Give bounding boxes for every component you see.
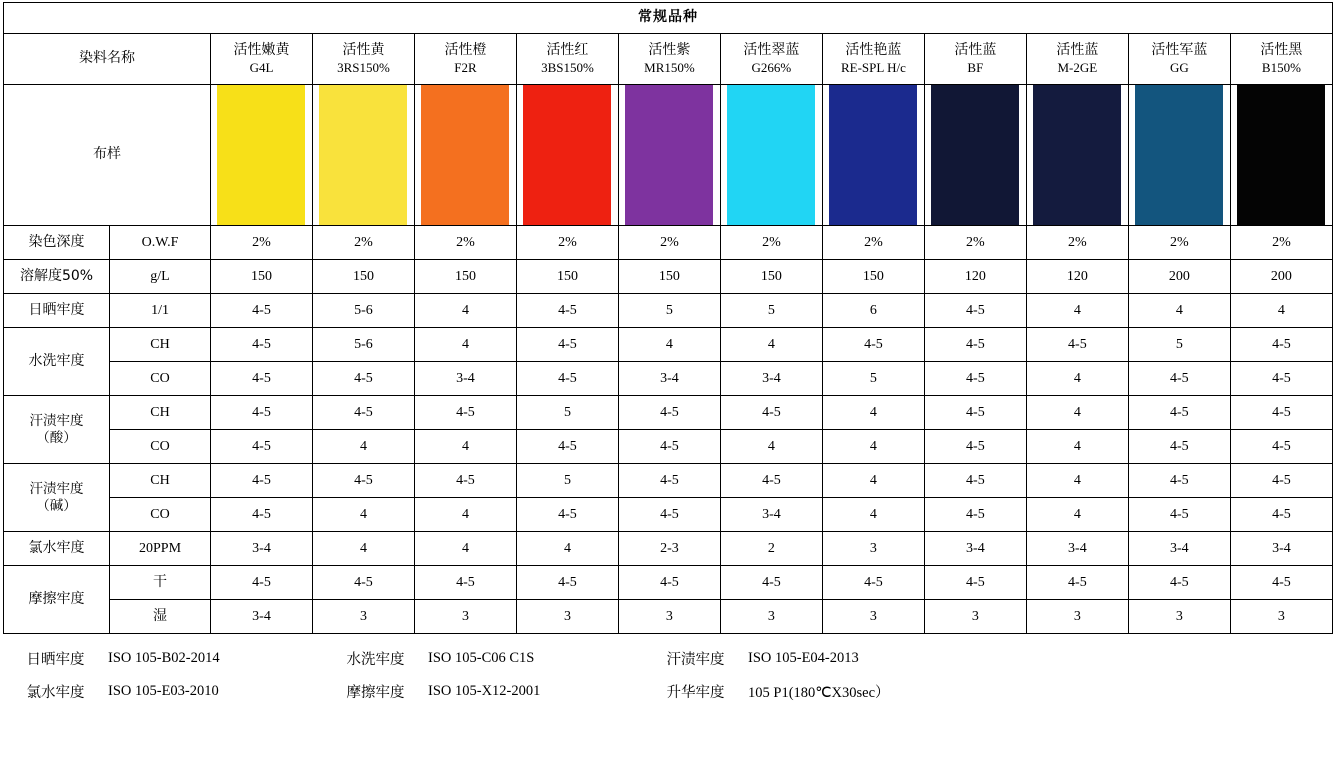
dye-header-8 (1026, 34, 1128, 85)
color-swatch-10 (1237, 85, 1325, 225)
cell-r8-c7: 4-5 (924, 498, 1026, 532)
cell-r11-c5: 3 (720, 600, 822, 634)
cell-r0-c2: 2% (414, 226, 516, 260)
cell-r1-c10: 200 (1230, 260, 1332, 294)
swatch-cell-9 (1128, 85, 1230, 226)
title-row (4, 3, 1333, 34)
dye-code-6: RE-SPL H/c (840, 60, 906, 76)
cell-r8-c4: 4-5 (618, 498, 720, 532)
cell-r7-c5: 4-5 (720, 464, 822, 498)
footnote-value-1-1: ISO 105-X12-2001 (428, 683, 541, 699)
dye-header-9 (1128, 34, 1230, 85)
cell-r5-c5: 4-5 (720, 396, 822, 430)
row-sublabel: CO (110, 498, 211, 532)
cell-r0-c10: 2% (1230, 226, 1332, 260)
cell-r5-c7: 4-5 (924, 396, 1026, 430)
cell-r3-c6: 4-5 (822, 328, 924, 362)
dye-name-10: 活性黑 (1260, 41, 1303, 58)
cell-r5-c8: 4 (1026, 396, 1128, 430)
dye-code-4: MR150% (644, 60, 695, 76)
cell-r2-c10: 4 (1230, 294, 1332, 328)
page-title: 常规品种 (4, 3, 1333, 34)
row-sublabel: 湿 (110, 600, 211, 634)
dye-code-8: M-2GE (1057, 60, 1098, 76)
cell-r7-c6: 4 (822, 464, 924, 498)
footnote-value-1-0: ISO 105-E03-2010 (108, 683, 219, 699)
color-swatch-5 (727, 85, 815, 225)
color-swatch-0 (217, 85, 305, 225)
cell-r7-c4: 4-5 (618, 464, 720, 498)
cell-r11-c2: 3 (414, 600, 516, 634)
cell-r2-c9: 4 (1128, 294, 1230, 328)
row-sublabel: CH (110, 396, 211, 430)
cell-r0-c3: 2% (516, 226, 618, 260)
dye-name-header: 染料名称 (4, 34, 211, 85)
row-label: 汗渍牢度 （酸） (4, 396, 110, 464)
cell-r9-c10: 3-4 (1230, 532, 1332, 566)
cell-r9-c4: 2-3 (618, 532, 720, 566)
cell-r4-c8: 4 (1026, 362, 1128, 396)
dye-code-7: BF (967, 60, 984, 76)
swatch-cell-5 (720, 85, 822, 226)
cell-r4-c1: 4-5 (312, 362, 414, 396)
cell-r8-c0: 4-5 (211, 498, 313, 532)
cell-r11-c10: 3 (1230, 600, 1332, 634)
cell-r4-c2: 3-4 (414, 362, 516, 396)
cell-r4-c9: 4-5 (1128, 362, 1230, 396)
cell-r4-c6: 5 (822, 362, 924, 396)
cell-r6-c2: 4 (414, 430, 516, 464)
cell-r11-c1: 3 (312, 600, 414, 634)
table-row (4, 226, 1333, 260)
cell-r11-c4: 3 (618, 600, 720, 634)
table-row (4, 260, 1333, 294)
cell-r6-c8: 4 (1026, 430, 1128, 464)
cell-r3-c3: 4-5 (516, 328, 618, 362)
cell-r0-c0: 2% (211, 226, 313, 260)
cell-r4-c3: 4-5 (516, 362, 618, 396)
color-swatch-6 (829, 85, 917, 225)
swatch-cell-8 (1026, 85, 1128, 226)
row-sublabel: 20PPM (110, 532, 211, 566)
cell-r9-c3: 4 (516, 532, 618, 566)
color-swatch-8 (1033, 85, 1121, 225)
footnote-value-1-2: 105 P1(180℃X30sec） (748, 685, 890, 701)
cell-r1-c0: 150 (211, 260, 313, 294)
dye-header-10 (1230, 34, 1332, 85)
cell-r2-c6: 6 (822, 294, 924, 328)
footnote-row (3, 642, 963, 675)
cell-r0-c4: 2% (618, 226, 720, 260)
cell-r9-c8: 3-4 (1026, 532, 1128, 566)
cell-r1-c3: 150 (516, 260, 618, 294)
table-row (4, 600, 1333, 634)
dye-name-3: 活性红 (546, 41, 589, 58)
cell-r7-c9: 4-5 (1128, 464, 1230, 498)
row-sublabel: 干 (110, 566, 211, 600)
footnote-label-0-0: 日晒牢度 (26, 652, 85, 668)
cell-r6-c3: 4-5 (516, 430, 618, 464)
cell-r1-c9: 200 (1128, 260, 1230, 294)
swatch-cell-2 (414, 85, 516, 226)
row-label: 水洗牢度 (4, 328, 110, 396)
dye-header-4 (618, 34, 720, 85)
cell-r2-c2: 4 (414, 294, 516, 328)
footnote-value-0-1: ISO 105-C06 C1S (428, 650, 535, 666)
row-sublabel: CH (110, 328, 211, 362)
dye-code-1: 3RS150% (337, 60, 390, 76)
row-sublabel: CO (110, 362, 211, 396)
dye-code-9: GG (1169, 60, 1189, 76)
swatch-cell-0 (211, 85, 313, 226)
cell-r9-c6: 3 (822, 532, 924, 566)
cell-r7-c7: 4-5 (924, 464, 1026, 498)
table-row (4, 566, 1333, 600)
cell-r1-c8: 120 (1026, 260, 1128, 294)
color-swatch-3 (523, 85, 611, 225)
cell-r2-c4: 5 (618, 294, 720, 328)
cell-r10-c0: 4-5 (211, 566, 313, 600)
row-sublabel: g/L (110, 260, 211, 294)
cell-r0-c8: 2% (1026, 226, 1128, 260)
dye-code-3: 3BS150% (541, 60, 594, 76)
cell-r6-c7: 4-5 (924, 430, 1026, 464)
dye-name-8: 活性蓝 (1056, 41, 1099, 58)
cell-r11-c8: 3 (1026, 600, 1128, 634)
main-table (3, 2, 1333, 634)
cell-r8-c10: 4-5 (1230, 498, 1332, 532)
cell-r5-c4: 4-5 (618, 396, 720, 430)
cell-r1-c7: 120 (924, 260, 1026, 294)
swatch-cell-1 (312, 85, 414, 226)
row-label: 日晒牢度 (4, 294, 110, 328)
cell-r3-c1: 5-6 (312, 328, 414, 362)
row-label: 溶解度50% (4, 260, 110, 294)
dye-header-5 (720, 34, 822, 85)
swatch-cell-10 (1230, 85, 1332, 226)
cell-r11-c7: 3 (924, 600, 1026, 634)
cell-r10-c1: 4-5 (312, 566, 414, 600)
cell-r10-c6: 4-5 (822, 566, 924, 600)
row-sublabel: CH (110, 464, 211, 498)
swatch-cell-4 (618, 85, 720, 226)
cell-r0-c6: 2% (822, 226, 924, 260)
cell-r9-c9: 3-4 (1128, 532, 1230, 566)
cell-r2-c0: 4-5 (211, 294, 313, 328)
table-row (4, 532, 1333, 566)
dye-header-3 (516, 34, 618, 85)
dye-header-7 (924, 34, 1026, 85)
row-label: 氯水牢度 (4, 532, 110, 566)
cell-r0-c9: 2% (1128, 226, 1230, 260)
cell-r1-c2: 150 (414, 260, 516, 294)
swatch-cell-7 (924, 85, 1026, 226)
cell-r3-c4: 4 (618, 328, 720, 362)
dye-name-9: 活性军蓝 (1151, 41, 1208, 58)
footnote-label-0-2: 汗渍牢度 (666, 652, 725, 668)
table-row (4, 362, 1333, 396)
row-label: 汗渍牢度 （碱） (4, 464, 110, 532)
cell-r3-c0: 4-5 (211, 328, 313, 362)
cell-r7-c0: 4-5 (211, 464, 313, 498)
footnotes (3, 642, 1333, 708)
swatch-row (4, 85, 1333, 226)
cell-r4-c7: 4-5 (924, 362, 1026, 396)
footnote-label-1-0: 氯水牢度 (26, 685, 85, 701)
color-swatch-9 (1135, 85, 1223, 225)
cell-r1-c6: 150 (822, 260, 924, 294)
footnote-row (3, 675, 963, 708)
footnote-label-1-2: 升华牢度 (666, 685, 725, 701)
footnote-body (3, 642, 963, 708)
dye-name-1: 活性黄 (342, 41, 385, 58)
cell-r3-c8: 4-5 (1026, 328, 1128, 362)
cell-r7-c3: 5 (516, 464, 618, 498)
cell-r1-c5: 150 (720, 260, 822, 294)
cell-r8-c5: 3-4 (720, 498, 822, 532)
cell-r4-c5: 3-4 (720, 362, 822, 396)
cell-r10-c9: 4-5 (1128, 566, 1230, 600)
dye-fastness-sheet (0, 2, 1336, 767)
dye-code-10: B150% (1261, 60, 1301, 76)
dye-name-0: 活性嫩黄 (233, 41, 290, 58)
cell-r5-c6: 4 (822, 396, 924, 430)
cell-r0-c1: 2% (312, 226, 414, 260)
cell-r5-c1: 4-5 (312, 396, 414, 430)
cell-r2-c7: 4-5 (924, 294, 1026, 328)
row-label: 摩擦牢度 (4, 566, 110, 634)
cell-r8-c8: 4 (1026, 498, 1128, 532)
row-sublabel: CO (110, 430, 211, 464)
dye-code-2: F2R (454, 60, 477, 76)
color-swatch-1 (319, 85, 407, 225)
cell-r5-c2: 4-5 (414, 396, 516, 430)
table-row (4, 294, 1333, 328)
cell-r1-c4: 150 (618, 260, 720, 294)
cell-r10-c4: 4-5 (618, 566, 720, 600)
cell-r5-c10: 4-5 (1230, 396, 1332, 430)
cell-r9-c7: 3-4 (924, 532, 1026, 566)
table-row (4, 464, 1333, 498)
color-swatch-4 (625, 85, 713, 225)
cell-r5-c9: 4-5 (1128, 396, 1230, 430)
cell-r10-c7: 4-5 (924, 566, 1026, 600)
swatch-cell-6 (822, 85, 924, 226)
cell-r1-c1: 150 (312, 260, 414, 294)
cell-r11-c9: 3 (1128, 600, 1230, 634)
cell-r6-c0: 4-5 (211, 430, 313, 464)
swatch-label: 布样 (4, 85, 211, 226)
row-sublabel: 1/1 (110, 294, 211, 328)
cell-r2-c8: 4 (1026, 294, 1128, 328)
row-label: 染色深度 (4, 226, 110, 260)
cell-r7-c2: 4-5 (414, 464, 516, 498)
cell-r6-c9: 4-5 (1128, 430, 1230, 464)
cell-r3-c10: 4-5 (1230, 328, 1332, 362)
footnote-table (3, 642, 963, 708)
cell-r9-c0: 3-4 (211, 532, 313, 566)
cell-r9-c2: 4 (414, 532, 516, 566)
cell-r3-c9: 5 (1128, 328, 1230, 362)
row-sublabel: O.W.F (110, 226, 211, 260)
cell-r2-c1: 5-6 (312, 294, 414, 328)
cell-r3-c7: 4-5 (924, 328, 1026, 362)
footnote-value-0-2: ISO 105-E04-2013 (748, 650, 859, 666)
footnote-label-1-1: 摩擦牢度 (346, 685, 405, 701)
dye-header-1 (312, 34, 414, 85)
dye-code-0: G4L (249, 60, 274, 76)
cell-r7-c10: 4-5 (1230, 464, 1332, 498)
footnote-value-0-0: ISO 105-B02-2014 (108, 650, 220, 666)
cell-r2-c3: 4-5 (516, 294, 618, 328)
table-row (4, 328, 1333, 362)
dye-name-7: 活性蓝 (954, 41, 997, 58)
dye-name-4: 活性紫 (648, 41, 691, 58)
cell-r3-c5: 4 (720, 328, 822, 362)
header-row (4, 34, 1333, 85)
cell-r11-c0: 3-4 (211, 600, 313, 634)
cell-r6-c1: 4 (312, 430, 414, 464)
cell-r0-c7: 2% (924, 226, 1026, 260)
dye-name-6: 活性艳蓝 (845, 41, 902, 58)
cell-r11-c3: 3 (516, 600, 618, 634)
cell-r6-c5: 4 (720, 430, 822, 464)
cell-r3-c2: 4 (414, 328, 516, 362)
cell-r10-c5: 4-5 (720, 566, 822, 600)
cell-r0-c5: 2% (720, 226, 822, 260)
cell-r9-c5: 2 (720, 532, 822, 566)
footnote-label-0-1: 水洗牢度 (346, 652, 405, 668)
cell-r2-c5: 5 (720, 294, 822, 328)
table-row (4, 498, 1333, 532)
cell-r4-c0: 4-5 (211, 362, 313, 396)
dye-name-2: 活性橙 (444, 41, 487, 58)
cell-r8-c9: 4-5 (1128, 498, 1230, 532)
cell-r9-c1: 4 (312, 532, 414, 566)
cell-r10-c10: 4-5 (1230, 566, 1332, 600)
cell-r4-c4: 3-4 (618, 362, 720, 396)
color-swatch-7 (931, 85, 1019, 225)
cell-r6-c10: 4-5 (1230, 430, 1332, 464)
cell-r7-c1: 4-5 (312, 464, 414, 498)
swatch-cell-3 (516, 85, 618, 226)
cell-r8-c6: 4 (822, 498, 924, 532)
cell-r8-c1: 4 (312, 498, 414, 532)
cell-r8-c2: 4 (414, 498, 516, 532)
cell-r10-c2: 4-5 (414, 566, 516, 600)
dye-header-6 (822, 34, 924, 85)
table-row (4, 396, 1333, 430)
cell-r7-c8: 4 (1026, 464, 1128, 498)
cell-r4-c10: 4-5 (1230, 362, 1332, 396)
dye-header-0 (211, 34, 313, 85)
dye-code-5: G266% (751, 60, 792, 76)
cell-r10-c8: 4-5 (1026, 566, 1128, 600)
cell-r5-c0: 4-5 (211, 396, 313, 430)
color-swatch-2 (421, 85, 509, 225)
dye-name-5: 活性翠蓝 (743, 41, 800, 58)
cell-r5-c3: 5 (516, 396, 618, 430)
cell-r6-c6: 4 (822, 430, 924, 464)
table-row (4, 430, 1333, 464)
cell-r6-c4: 4-5 (618, 430, 720, 464)
cell-r11-c6: 3 (822, 600, 924, 634)
cell-r8-c3: 4-5 (516, 498, 618, 532)
cell-r10-c3: 4-5 (516, 566, 618, 600)
dye-header-2 (414, 34, 516, 85)
